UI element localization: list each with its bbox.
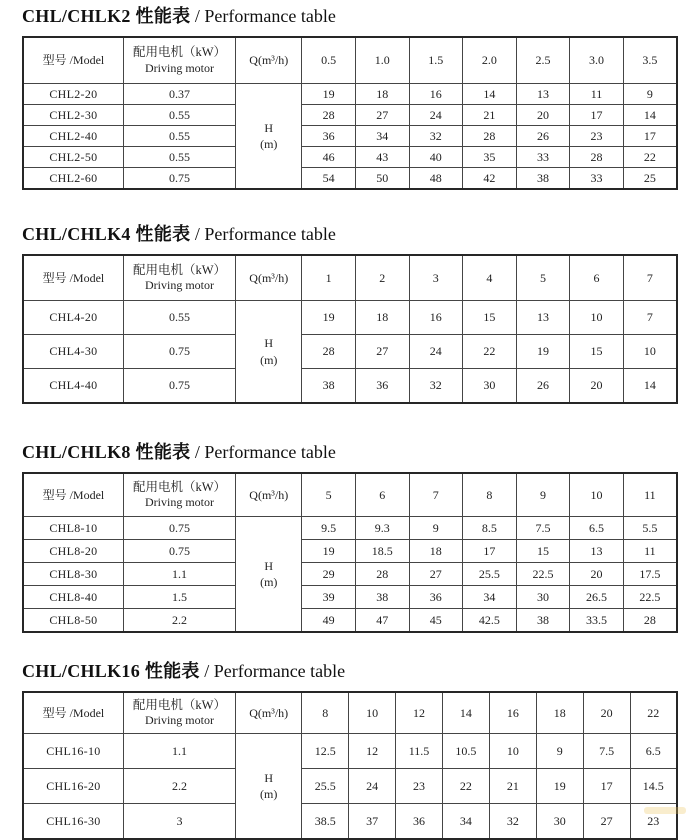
- q-value-header: 2.0: [463, 37, 517, 84]
- table-row: [23, 126, 677, 147]
- head-value-cell: 7.5: [583, 734, 630, 769]
- header-row: [23, 255, 677, 301]
- motor-power-cell: 0.55: [123, 301, 235, 335]
- head-value-cell: 19: [302, 84, 356, 105]
- model-cell: CHL8-30: [23, 563, 123, 586]
- head-value-cell: 32: [489, 804, 536, 840]
- head-value-cell: 18.5: [355, 540, 409, 563]
- head-value-cell: 20: [516, 105, 570, 126]
- model-cell: CHL16-20: [23, 769, 123, 804]
- head-value-cell: 14.5: [630, 769, 677, 804]
- model-cell: CHL8-20: [23, 540, 123, 563]
- head-value-cell: 35: [463, 147, 517, 168]
- motor-header-cn: 配用电机（kW）: [132, 697, 226, 712]
- head-value-cell: 40: [409, 147, 463, 168]
- q-value-header: 2.5: [516, 37, 570, 84]
- head-value-cell: 47: [355, 609, 409, 633]
- head-value-cell: 16: [409, 301, 463, 335]
- table-row: [23, 769, 677, 804]
- motor-header-cn: 配用电机（kW）: [132, 262, 227, 277]
- model-column-header: 型号 /Model: [23, 37, 123, 84]
- head-value-cell: 46: [302, 147, 356, 168]
- table-title: [22, 224, 678, 245]
- head-value-cell: 42: [463, 168, 517, 190]
- table-row: [23, 586, 677, 609]
- motor-header-en: Driving motor: [144, 713, 214, 728]
- head-value-cell: 9.5: [302, 517, 356, 540]
- head-value-cell: 16: [409, 84, 463, 105]
- head-value-cell: 23: [396, 769, 443, 804]
- motor-column-header: [123, 255, 235, 301]
- motor-power-cell: 0.75: [123, 335, 235, 369]
- head-value-cell: 22: [463, 335, 517, 369]
- head-value-cell: 28: [355, 563, 409, 586]
- head-value-cell: 39: [302, 586, 356, 609]
- q-value-header: 3.5: [623, 37, 677, 84]
- head-value-cell: 37: [349, 804, 396, 840]
- table-title: [22, 442, 678, 463]
- motor-power-cell: 0.75: [123, 540, 235, 563]
- head-value-cell: 17.5: [623, 563, 677, 586]
- head-value-cell: 14: [623, 105, 677, 126]
- q-value-header: 10: [349, 692, 396, 734]
- head-value-cell: 33.5: [570, 609, 624, 633]
- head-value-cell: 25.5: [463, 563, 517, 586]
- head-value-cell: 43: [355, 147, 409, 168]
- motor-header-en: Driving motor: [144, 60, 214, 75]
- head-value-cell: 38: [516, 168, 570, 190]
- performance-table: [22, 254, 678, 404]
- q-value-header: 0.5: [302, 37, 356, 84]
- q-value-header: 2: [355, 255, 409, 301]
- table-row: [23, 84, 677, 105]
- q-column-header: Q(m³/h): [236, 692, 302, 734]
- head-value-cell: 8.5: [463, 517, 517, 540]
- head-value-cell: 19: [536, 769, 583, 804]
- head-value-cell: 34: [442, 804, 489, 840]
- head-value-cell: 36: [396, 804, 443, 840]
- head-value-cell: 6.5: [570, 517, 624, 540]
- head-value-cell: 9: [536, 734, 583, 769]
- table-title-main: CHL/CHLK4 性能表: [22, 224, 191, 244]
- head-unit-cell: [236, 84, 302, 190]
- head-value-cell: 17: [463, 540, 517, 563]
- model-column-header: 型号 /Model: [23, 473, 123, 517]
- head-value-cell: 7: [623, 301, 677, 335]
- table-title-en: / Performance table: [190, 442, 336, 462]
- head-value-cell: 45: [409, 609, 463, 633]
- motor-column-header: [123, 37, 235, 84]
- q-value-header: 9: [516, 473, 570, 517]
- head-value-cell: 28: [623, 609, 677, 633]
- head-value-cell: 33: [570, 168, 624, 190]
- table-row: [23, 335, 677, 369]
- head-value-cell: 9.3: [355, 517, 409, 540]
- head-value-cell: 19: [302, 540, 356, 563]
- head-value-cell: 10.5: [442, 734, 489, 769]
- model-cell: CHL2-60: [23, 168, 123, 190]
- head-value-cell: 23: [630, 804, 677, 840]
- table-row: [23, 734, 677, 769]
- head-value-cell: 11: [623, 540, 677, 563]
- q-value-header: 1.0: [355, 37, 409, 84]
- head-value-cell: 28: [463, 126, 517, 147]
- head-value-cell: 28: [302, 335, 356, 369]
- q-value-header: 12: [396, 692, 443, 734]
- head-value-cell: 36: [302, 126, 356, 147]
- motor-power-cell: 0.75: [123, 369, 235, 404]
- q-value-header: 8: [463, 473, 517, 517]
- q-value-header: 1: [302, 255, 356, 301]
- model-cell: CHL8-40: [23, 586, 123, 609]
- head-value-cell: 10: [489, 734, 536, 769]
- model-cell: CHL4-40: [23, 369, 123, 404]
- head-value-cell: 30: [516, 586, 570, 609]
- table-row: [23, 540, 677, 563]
- head-value-cell: 26: [516, 369, 570, 404]
- head-value-cell: 17: [583, 769, 630, 804]
- watermark-remnant: [644, 807, 686, 814]
- head-value-cell: 5.5: [623, 517, 677, 540]
- head-value-cell: 26.5: [570, 586, 624, 609]
- head-value-cell: 12.5: [302, 734, 349, 769]
- q-value-header: 1.5: [409, 37, 463, 84]
- motor-power-cell: 0.75: [123, 517, 235, 540]
- q-value-header: 6: [570, 255, 624, 301]
- head-value-cell: 6.5: [630, 734, 677, 769]
- head-unit: (m): [260, 787, 278, 801]
- head-value-cell: 18: [355, 301, 409, 335]
- head-unit-cell: [236, 517, 302, 633]
- head-value-cell: 28: [302, 105, 356, 126]
- header-row: [23, 473, 677, 517]
- performance-table: [22, 691, 678, 840]
- motor-power-cell: 2.2: [123, 769, 235, 804]
- motor-column-header: [123, 692, 235, 734]
- head-value-cell: 32: [409, 126, 463, 147]
- head-value-cell: 17: [570, 105, 624, 126]
- head-symbol: H: [264, 770, 274, 785]
- model-column-header: 型号 /Model: [23, 255, 123, 301]
- table-block: [22, 6, 678, 190]
- model-cell: CHL2-30: [23, 105, 123, 126]
- table-title-main: CHL/CHLK2 性能表: [22, 6, 191, 26]
- head-unit-cell: [236, 301, 302, 404]
- table-row: [23, 168, 677, 190]
- head-value-cell: 13: [570, 540, 624, 563]
- table-row: [23, 301, 677, 335]
- table-title: [22, 6, 678, 27]
- header-row: [23, 37, 677, 84]
- motor-power-cell: 2.2: [123, 609, 235, 633]
- q-value-header: 20: [583, 692, 630, 734]
- head-value-cell: 7.5: [516, 517, 570, 540]
- table-title: [22, 661, 678, 682]
- head-value-cell: 21: [463, 105, 517, 126]
- motor-header-en: Driving motor: [144, 495, 214, 510]
- q-value-header: 18: [536, 692, 583, 734]
- head-value-cell: 25.5: [302, 769, 349, 804]
- head-value-cell: 48: [409, 168, 463, 190]
- head-value-cell: 22: [442, 769, 489, 804]
- table-row: [23, 517, 677, 540]
- motor-power-cell: 3: [123, 804, 235, 840]
- table-title-main: CHL/CHLK8 性能表: [22, 442, 191, 462]
- model-cell: CHL8-50: [23, 609, 123, 633]
- q-value-header: 11: [623, 473, 677, 517]
- head-value-cell: 28: [570, 147, 624, 168]
- motor-power-cell: 0.55: [123, 126, 235, 147]
- head-value-cell: 49: [302, 609, 356, 633]
- head-value-cell: 22: [623, 147, 677, 168]
- q-value-header: 22: [630, 692, 677, 734]
- head-value-cell: 12: [349, 734, 396, 769]
- head-value-cell: 30: [463, 369, 517, 404]
- head-value-cell: 29: [302, 563, 356, 586]
- head-value-cell: 30: [536, 804, 583, 840]
- head-value-cell: 9: [409, 517, 463, 540]
- head-value-cell: 23: [570, 126, 624, 147]
- head-value-cell: 20: [570, 563, 624, 586]
- motor-power-cell: 1.1: [123, 563, 235, 586]
- model-cell: CHL8-10: [23, 517, 123, 540]
- head-value-cell: 9: [623, 84, 677, 105]
- head-value-cell: 26: [516, 126, 570, 147]
- head-value-cell: 24: [409, 335, 463, 369]
- table-title-main: CHL/CHLK16 性能表: [22, 661, 200, 681]
- head-value-cell: 13: [516, 84, 570, 105]
- head-value-cell: 27: [355, 335, 409, 369]
- q-value-header: 5: [516, 255, 570, 301]
- head-value-cell: 27: [409, 563, 463, 586]
- q-value-header: 7: [623, 255, 677, 301]
- q-value-header: 7: [409, 473, 463, 517]
- model-cell: CHL2-20: [23, 84, 123, 105]
- head-value-cell: 50: [355, 168, 409, 190]
- motor-power-cell: 0.75: [123, 168, 235, 190]
- head-value-cell: 17: [623, 126, 677, 147]
- head-unit: (m): [260, 137, 278, 151]
- head-value-cell: 19: [516, 335, 570, 369]
- head-value-cell: 36: [409, 586, 463, 609]
- head-value-cell: 15: [570, 335, 624, 369]
- q-value-header: 3: [409, 255, 463, 301]
- head-value-cell: 10: [623, 335, 677, 369]
- head-symbol: H: [264, 336, 274, 351]
- q-value-header: 3.0: [570, 37, 624, 84]
- head-value-cell: 18: [409, 540, 463, 563]
- head-value-cell: 24: [409, 105, 463, 126]
- q-value-header: 16: [489, 692, 536, 734]
- head-value-cell: 20: [570, 369, 624, 404]
- table-title-en: / Performance table: [190, 224, 336, 244]
- model-cell: CHL4-20: [23, 301, 123, 335]
- head-value-cell: 54: [302, 168, 356, 190]
- head-unit-cell: [236, 734, 302, 840]
- motor-power-cell: 1.1: [123, 734, 235, 769]
- header-row: [23, 692, 677, 734]
- q-value-header: 5: [302, 473, 356, 517]
- performance-table: [22, 472, 678, 633]
- head-value-cell: 19: [302, 301, 356, 335]
- motor-power-cell: 1.5: [123, 586, 235, 609]
- head-value-cell: 14: [463, 84, 517, 105]
- motor-header-en: Driving motor: [144, 278, 214, 293]
- head-value-cell: 25: [623, 168, 677, 190]
- q-column-header: Q(m³/h): [236, 255, 302, 301]
- model-cell: CHL16-10: [23, 734, 123, 769]
- head-value-cell: 38.5: [302, 804, 349, 840]
- motor-header-cn: 配用电机（kW）: [132, 45, 227, 60]
- motor-power-cell: 0.55: [123, 105, 235, 126]
- motor-column-header: [123, 473, 235, 517]
- table-title-en: / Performance table: [199, 661, 346, 681]
- q-column-header: Q(m³/h): [236, 37, 302, 84]
- head-value-cell: 13: [516, 301, 570, 335]
- motor-power-cell: 0.37: [123, 84, 235, 105]
- table-row: [23, 147, 677, 168]
- table-row: [23, 609, 677, 633]
- table-row: [23, 563, 677, 586]
- motor-header-cn: 配用电机（kW）: [132, 479, 227, 494]
- q-value-header: 6: [355, 473, 409, 517]
- model-cell: CHL2-40: [23, 126, 123, 147]
- head-value-cell: 22.5: [516, 563, 570, 586]
- model-column-header: 型号 /Model: [23, 692, 123, 734]
- head-value-cell: 32: [409, 369, 463, 404]
- table-block: [22, 442, 678, 633]
- head-value-cell: 15: [463, 301, 517, 335]
- head-value-cell: 11: [570, 84, 624, 105]
- head-value-cell: 15: [516, 540, 570, 563]
- head-unit: (m): [260, 352, 278, 367]
- table-row: [23, 369, 677, 404]
- q-value-header: 14: [442, 692, 489, 734]
- model-cell: CHL2-50: [23, 147, 123, 168]
- head-value-cell: 36: [355, 369, 409, 404]
- head-value-cell: 11.5: [396, 734, 443, 769]
- q-value-header: 10: [570, 473, 624, 517]
- head-value-cell: 22.5: [623, 586, 677, 609]
- performance-table: [22, 36, 678, 190]
- table-row: [23, 804, 677, 840]
- head-value-cell: 27: [583, 804, 630, 840]
- head-value-cell: 38: [355, 586, 409, 609]
- head-unit: (m): [260, 575, 278, 589]
- table-block: [22, 661, 678, 840]
- head-value-cell: 38: [302, 369, 356, 404]
- head-value-cell: 42.5: [463, 609, 517, 633]
- head-symbol: H: [264, 120, 274, 135]
- head-value-cell: 18: [355, 84, 409, 105]
- head-value-cell: 34: [463, 586, 517, 609]
- q-value-header: 8: [302, 692, 349, 734]
- model-cell: CHL4-30: [23, 335, 123, 369]
- head-value-cell: 33: [516, 147, 570, 168]
- head-value-cell: 10: [570, 301, 624, 335]
- head-value-cell: 21: [489, 769, 536, 804]
- head-value-cell: 24: [349, 769, 396, 804]
- table-block: [22, 224, 678, 404]
- table-row: [23, 105, 677, 126]
- q-column-header: Q(m³/h): [236, 473, 302, 517]
- model-cell: CHL16-30: [23, 804, 123, 840]
- head-value-cell: 34: [355, 126, 409, 147]
- motor-power-cell: 0.55: [123, 147, 235, 168]
- head-value-cell: 14: [623, 369, 677, 404]
- table-title-en: / Performance table: [190, 6, 336, 26]
- head-value-cell: 38: [516, 609, 570, 633]
- q-value-header: 4: [463, 255, 517, 301]
- head-value-cell: 27: [355, 105, 409, 126]
- head-symbol: H: [264, 558, 274, 573]
